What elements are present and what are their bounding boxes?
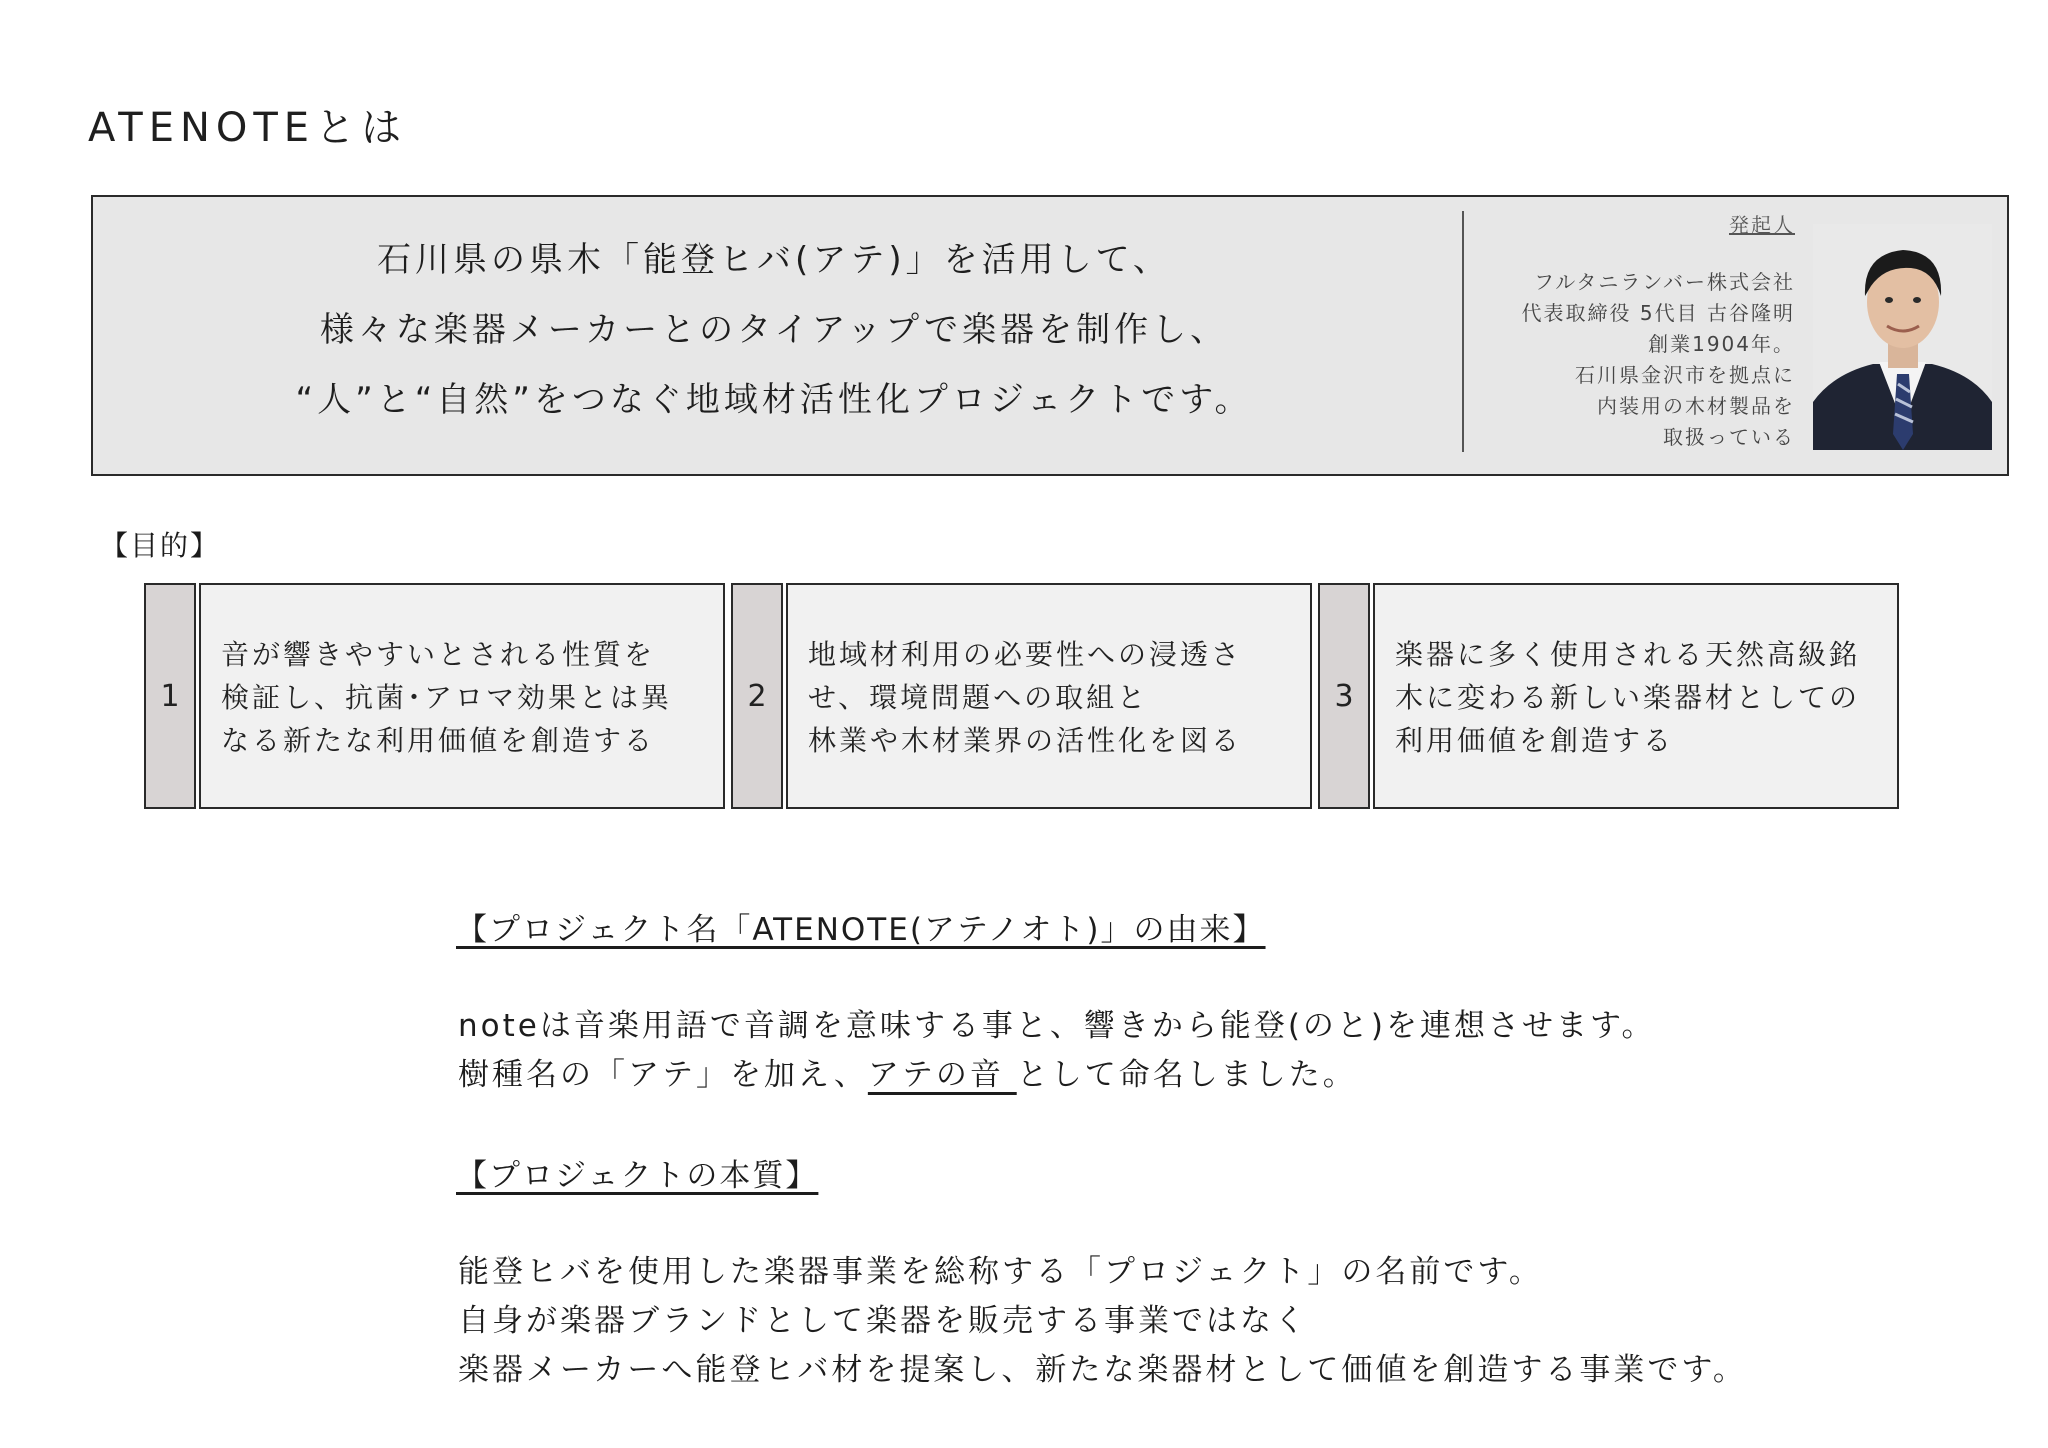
purpose-line: せ、環境問題への取組と <box>808 681 1149 714</box>
purpose-card-3 <box>1373 583 1899 809</box>
purpose-card-2 <box>786 583 1312 809</box>
essence-text <box>458 1248 1747 1395</box>
origin-name-phrase: アテの音 <box>867 1057 1017 1093</box>
essence-heading: 【プロジェクトの本質】 <box>456 1158 819 1194</box>
essence-line: 自身が楽器ブランドとして楽器を販売する事業ではなく <box>458 1303 1308 1339</box>
origin-prefix: 樹種名の「アテ」を加え、 <box>458 1057 868 1093</box>
purpose-line: 検証し、抗菌･アロマ効果とは異 <box>221 681 673 714</box>
intro-divider <box>1462 211 1464 452</box>
founder-company: フルタニランバー株式会社 <box>1534 270 1795 294</box>
essence-line: 楽器メーカーへ能登ヒバ材を提案し、新たな楽器材として価値を創造する事業です。 <box>458 1352 1747 1388</box>
purpose-label: 【目的】 <box>100 529 221 562</box>
purpose-line: 地域材利用の必要性への浸透さ <box>808 638 1243 671</box>
intro-box <box>91 195 2009 476</box>
founder-heading: 発起人 <box>1729 213 1795 237</box>
purpose-line: 木に変わる新しい楽器材としての <box>1395 681 1861 714</box>
purpose-line: 楽器に多く使用される天然高級銘 <box>1395 638 1861 671</box>
essence-line: 能登ヒバを使用した楽器事業を総称する「プロジェクト」の名前です。 <box>458 1254 1543 1290</box>
founder-photo <box>1813 224 1992 450</box>
founder-info <box>1522 267 1795 453</box>
origin-line <box>458 1051 1656 1100</box>
purpose-card-1 <box>199 583 725 809</box>
origin-suffix: として命名しました。 <box>1016 1057 1357 1093</box>
origin-text <box>458 1002 1656 1100</box>
founder-position: 代表取締役 5代目 古谷隆明 <box>1521 301 1795 325</box>
purpose-line: なる新たな利用価値を創造する <box>221 724 656 757</box>
founder-detail: 内装用の木材製品を <box>1597 394 1795 418</box>
intro-statement <box>93 225 1455 435</box>
founder-detail: 創業1904年。 <box>1648 332 1795 356</box>
founder-detail: 取扱っている <box>1663 425 1795 449</box>
founder-detail: 石川県金沢市を拠点に <box>1575 363 1795 387</box>
origin-heading: 【プロジェクト名「ATENOTE(アテノオト)」の由来】 <box>456 912 1266 948</box>
page-title: ATENOTEとは <box>88 105 408 151</box>
origin-line: noteは音楽用語で音調を意味する事と、響きから能登(のと)を連想させます。 <box>458 1008 1656 1044</box>
purpose-line: 利用価値を創造する <box>1395 724 1675 757</box>
purpose-line: 林業や木材業界の活性化を図る <box>808 724 1243 757</box>
intro-line: “人”と“自然”をつなぐ地域材活性化プロジェクトです。 <box>295 380 1253 420</box>
purpose-number-1: 1 <box>144 583 196 809</box>
purpose-line: 音が響きやすいとされる性質を <box>221 638 656 671</box>
intro-line: 様々な楽器メーカーとのタイアップで楽器を制作し、 <box>319 310 1229 350</box>
purpose-number-3: 3 <box>1318 583 1370 809</box>
intro-line: 石川県の県木「能登ヒバ(アテ)」を活用して、 <box>377 240 1171 280</box>
purpose-number-2: 2 <box>731 583 783 809</box>
